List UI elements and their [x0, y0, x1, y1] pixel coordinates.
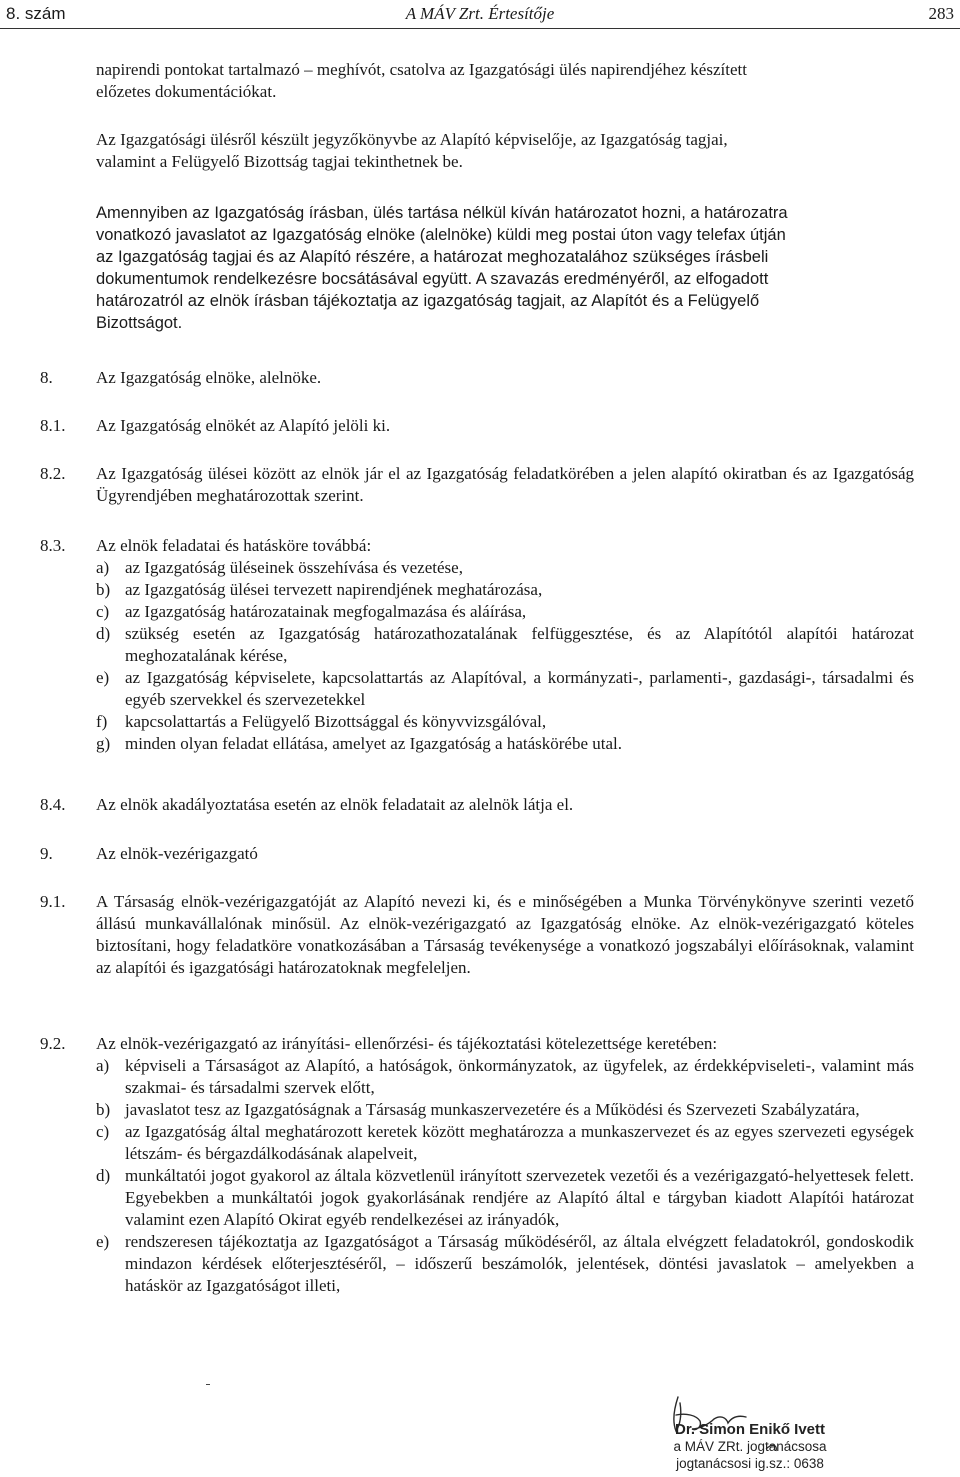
- item-label: c): [96, 1122, 110, 1141]
- item-label: f): [96, 712, 108, 731]
- item-label: e): [96, 1232, 110, 1251]
- item-label: g): [96, 734, 111, 753]
- section-heading: Az Igazgatóság elnöke, alelnöke.: [96, 368, 322, 387]
- stamp-registration: jogtanácsosi ig.sz.: 0638: [676, 1456, 824, 1471]
- item-label: b): [96, 1100, 111, 1119]
- publication-title: A MÁV Zrt. Értesítője: [405, 4, 555, 23]
- item-text: javaslatot tesz az Igazgatóságnak a Társaság munkaszervezetére és a Működési és Szervezeti Szabályzatára,: [125, 1100, 860, 1119]
- list-item: [96, 733, 914, 755]
- list-item: [96, 623, 914, 667]
- item-label: a): [96, 1056, 110, 1075]
- intro-paragraph-1: [96, 59, 914, 103]
- section-text: Az Igazgatóság ülései között az elnök jár el az Igazgatóság feladatkörében a jelen alapító okiratban és az Igazgatóság Ügyrendjében meghatározottak szerint.: [96, 464, 914, 505]
- section-body: [96, 1033, 914, 1297]
- section-number: 8.3.: [40, 536, 66, 555]
- item-label: b): [96, 580, 111, 599]
- section-text: Az elnök-vezérigazgató az irányítási- ellenőrzési- és tájékoztatási kötelezettsége keretében:: [96, 1034, 718, 1053]
- item-label: a): [96, 558, 110, 577]
- issue-number: 8. szám: [6, 4, 66, 23]
- section-number: 9.1.: [40, 892, 66, 911]
- section-number: 8.2.: [40, 464, 66, 483]
- list-item: [96, 1055, 914, 1099]
- item-label: e): [96, 668, 110, 687]
- list-item: [96, 1099, 914, 1121]
- item-text: az Igazgatóság ülései tervezett napirendjének meghatározása,: [125, 580, 543, 599]
- text-line: valamint a Felügyelő Bizottság tagjai tekinthetnek be.: [96, 152, 463, 171]
- section-text: Az elnök feladatai és hatásköre továbbá:: [96, 536, 372, 555]
- section-number: 9.2.: [40, 1034, 66, 1053]
- item-text: rendszeresen tájékoztatja az Igazgatóságot a Társaság működéséről, az általa elvégzett feladatokról, gondoskodik mindazon kérdések előterjesztéséről, – időszerű beszámolók, jelentések, döntési javaslatok – amelyekben a hatáskör az Igazgatóságot illeti,: [125, 1232, 914, 1295]
- section-8-3: [40, 535, 914, 755]
- list-item: [96, 667, 914, 711]
- section-heading: Az elnök-vezérigazgató: [96, 844, 258, 863]
- stray-mark: [206, 1384, 210, 1385]
- text-line: vonatkozó javaslatot az Igazgatóság elnöke (alelnöke) küldi meg postai úton vagy telefax útján: [96, 226, 786, 244]
- text-line: dokumentumok rendelkezésre bocsátásával együtt. A szavazás eredményéről, az elfogadott: [96, 270, 769, 288]
- list-item: [96, 579, 914, 601]
- text-line: napirendi pontokat tartalmazó – meghívót, csatolva az Igazgatósági ülés napirendjéhez készített: [96, 60, 747, 79]
- item-label: c): [96, 602, 110, 621]
- section-number: 9.: [40, 844, 53, 863]
- item-label: d): [96, 624, 111, 643]
- section-9-1: [40, 891, 914, 979]
- section-8: [40, 367, 914, 389]
- text-line: az Igazgatóság tagjai és az Alapító részére, a határozat meghozatalához szükséges írásbeli: [96, 248, 769, 266]
- section-text: Az Igazgatóság elnökét az Alapító jelöli ki.: [96, 416, 391, 435]
- item-text: szükség esetén az Igazgatóság határozathozatalának felfüggesztése, és az Alapítótól alapítói határozat meghozatalának kérése,: [125, 624, 914, 665]
- section-text: A Társaság elnök-vezérigazgatóját az Alapító nevezi ki, és e minőségében a Munka Törvénykönyve szerinti vezető állású munkavállalónak minősül. Az elnök-vezérigazgató az Igazgatóság elnöke. Az elnök-vezérigazgató köteles biztosítani, hogy feladatköre vonatkozásában a Társaság tevékenysége a vonatkozó jogszabályi előírásoknak, valamint az alapítói és igazgatósági határozatoknak megfeleljen.: [96, 892, 914, 977]
- section-9: [40, 843, 914, 865]
- item-text: kapcsolattartás a Felügyelő Bizottsággal és könyvvizsgálóval,: [125, 712, 547, 731]
- text-line: határozatról az elnök írásban tájékoztatja az igazgatóság tagjait, az Alapítót és a Felügyelő: [96, 292, 760, 310]
- item-text: képviseli a Társaságot az Alapító, a hatóságok, önkormányzatok, az ügyfelek, az érdekképviseleti-, valamint más szakmai- és társadalmi szervek előtt,: [125, 1056, 914, 1097]
- item-text: az Igazgatóság üléseinek összehívása és vezetése,: [125, 558, 463, 577]
- item-text: az Igazgatóság képviselete, kapcsolattartás az Alapítóval, a kormányzati-, parlamenti-, gazdasági-, társadalmi és egyéb szervekkel és szervezetekkel: [125, 668, 914, 709]
- section-body: [96, 535, 914, 755]
- text-line: Az Igazgatósági ülésről készült jegyzőkönyvbe az Alapító képviselője, az Igazgatóság tagjai,: [96, 130, 728, 149]
- section-number: 8.: [40, 368, 53, 387]
- list-item: [96, 557, 914, 579]
- list-item: [96, 1231, 914, 1297]
- intro-paragraph-2: [96, 129, 914, 173]
- section-number: 8.4.: [40, 795, 66, 814]
- page-number: 283: [928, 4, 954, 23]
- list-item: [96, 711, 914, 733]
- item-text: minden olyan feladat ellátása, amelyet az Igazgatóság a hatáskörébe utal.: [125, 734, 623, 753]
- item-text: munkáltatói jogot gyakorol az általa közvetlenül irányított szervezetek vezetői és a vezérigazgató-helyettesek felett. Egyebekben a munkáltatói jogok gyakorlásának rendjére az Alapító által e tárgyban kiadott Alapítói határozat valamint ezen Alapító Okirat egyéb rendelkezései az irányadók,: [125, 1166, 914, 1229]
- stamp-name: Dr. Simon Enikő Ivett: [674, 1421, 826, 1438]
- list-item: [96, 601, 914, 623]
- page-header: [0, 4, 960, 28]
- item-label: d): [96, 1166, 111, 1185]
- item-text: az Igazgatóság által meghatározott keretek között meghatározza a munkaszervezet és az egyes szervezeti egységek létszám- és bérgazdálkodásának alapelveit,: [125, 1122, 914, 1163]
- list-item: [96, 1121, 914, 1165]
- header-rule: [0, 28, 960, 29]
- section-8-1: [40, 415, 914, 437]
- lawyer-stamp: [640, 1421, 860, 1472]
- stamp-title: a MÁV ZRt. jogtanácsosa: [673, 1439, 827, 1454]
- section-9-2: [40, 1033, 914, 1297]
- text-line: Bizottságot.: [96, 314, 183, 332]
- section-text: Az elnök akadályoztatása esetén az elnök feladatait az alelnök látja el.: [96, 795, 574, 814]
- text-line: előzetes dokumentációkat.: [96, 82, 277, 101]
- intro-paragraph-3: [96, 202, 914, 334]
- section-8-4: [40, 794, 914, 816]
- list-item: [96, 1165, 914, 1231]
- section-number: 8.1.: [40, 416, 66, 435]
- item-text: az Igazgatóság határozatainak megfogalmazása és aláírása,: [125, 602, 527, 621]
- section-8-2: [40, 463, 914, 507]
- text-line: Amennyiben az Igazgatóság írásban, ülés tartása nélkül kíván határozatot hozni, a határozatra: [96, 204, 788, 222]
